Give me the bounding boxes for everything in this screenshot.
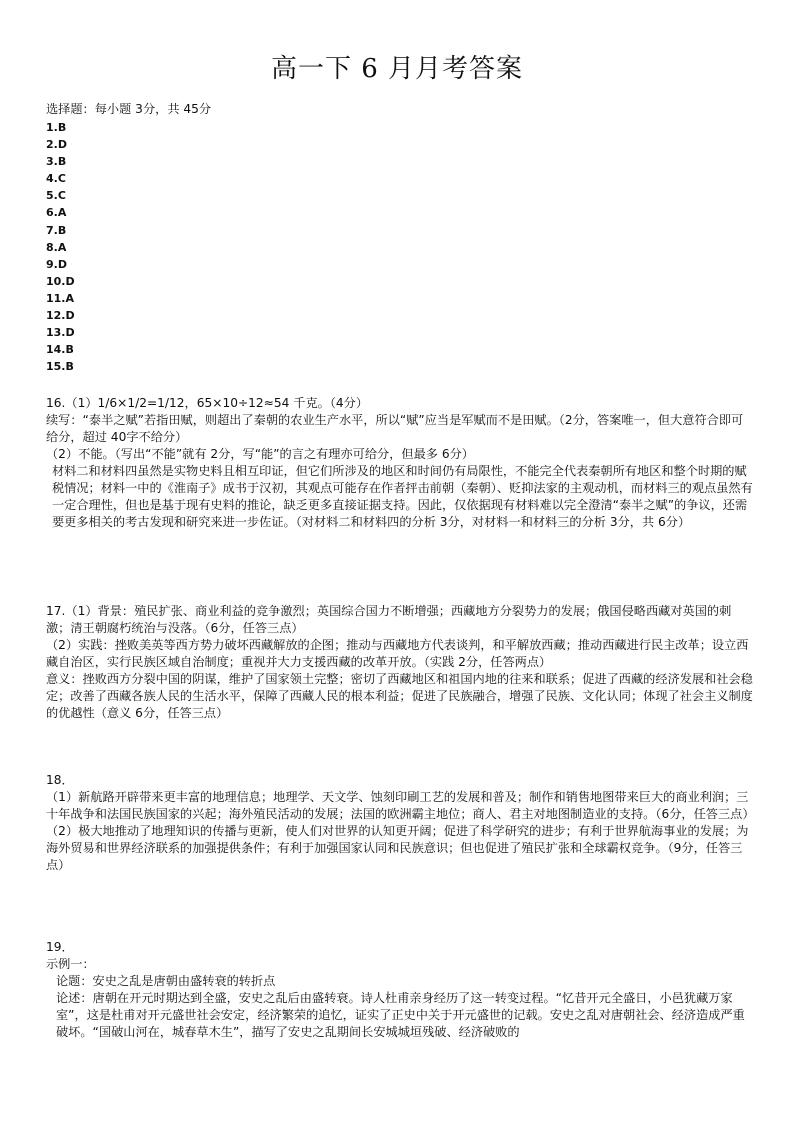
q19-example-label: 示例一： (46, 957, 95, 971)
answer-item: 7.B (46, 223, 67, 237)
q16-part2: （2）不能。（写出“不能”就有 2分，写“能”的言之有理亦可给分，但最多 6分） (46, 447, 474, 461)
answer-item: 10.D (46, 274, 75, 288)
answer-item: 12.D (46, 309, 75, 323)
answer-item: 9.D (46, 257, 67, 271)
q19-thesis: 论题：安史之乱是唐朝由盛转衰的转折点 (56, 974, 276, 988)
q18-heading: 18． (46, 773, 74, 787)
answer-item: 5.C (46, 189, 66, 203)
mcq-header: 选择题：每小题 3分，共 45分 (46, 102, 212, 116)
q16-continuation: 续写：“泰半之赋”若指田赋，则超出了秦朝的农业生产水平，所以“赋”应当是军赋而不是田赋。（2分，答案唯一，但大意符合即可给分，超过 40字不给分） (46, 413, 744, 444)
q16-part1: 16.（1）1/6×1/2=1/12，65×10÷12≈54 千克。（4分） (46, 396, 369, 410)
q18-part2: （2）极大地推动了地理知识的传播与更新，使人们对世界的认知更开阔；促进了科学研究的进步；有利于世界航海事业的发展；为海外贸易和世界经济联系的加强提供条件；有利于加强国家认同和民族意识；但也促进了殖民扩张和全球霸权竞争。（9分，任答三点） (46, 824, 749, 872)
question-19-answer (46, 939, 754, 1041)
answer-item: 4.C (46, 172, 66, 186)
answer-item: 14.B (46, 343, 74, 357)
answer-item: 3.B (46, 155, 67, 169)
answer-item: 13.D (46, 326, 75, 340)
q17-part2-practice: （2）实践：挫败美英等西方势力破坏西藏解放的企图；推动与西藏地方代表谈判，和平解放西藏；推动西藏进行民主改革；设立西藏自治区，实行民族区域自治制度；重视并大力支援西藏的改革开放。（实践 2分，任答两点） (46, 638, 749, 669)
answer-item: 1.B (46, 121, 67, 134)
question-16-answer (46, 395, 754, 531)
q17-part1: 17.（1）背景：殖民扩张、商业利益的竞争激烈；英国综合国力不断增强；西藏地方分裂势力的发展；俄国侵略西藏对英国的刺激；清王朝腐朽统治与没落。（6分，任答三点） (46, 604, 732, 635)
q19-argument: 论述：唐朝在开元时期达到全盛，安史之乱后由盛转衰。诗人杜甫亲身经历了这一转变过程。“忆昔开元全盛日，小邑犹藏万家室”，这是杜甫对开元盛世社会安定，经济繁荣的追忆，证实了正史中关于开元盛世的记载。安史之乱对唐朝社会、经济造成严重破坏。“国破山河在，城春草木生”，描写了安史之乱期间长安城城垣残破、经济破败的 (56, 991, 745, 1039)
q16-analysis: 材料二和材料四虽然是实物史料且相互印证，但它们所涉及的地区和时间仍有局限性，不能完全代表秦朝所有地区和整个时期的赋税情况；材料一中的《淮南子》成书于汉初，其观点可能存在作者抨击前朝（秦朝）、贬抑法家的主观动机，而材料三的观点虽然有一定合理性，但也是基于现有史料的推论，缺乏更多直接证据支持。因此，仅依据现有材料难以完全澄清“泰半之赋”的争议，还需要更多相关的考古发现和研究来进一步佐证。（对材料二和材料四的分析 3分，对材料一和材料三的分析 3分，共 6分） (52, 464, 753, 529)
q17-part2-significance: 意义：挫败西方分裂中国的阴谋，维护了国家领土完整；密切了西藏地区和祖国内地的往来和联系；促进了西藏的经济发展和社会稳定；改善了西藏各族人民的生活水平，保障了西藏人民的根本利益；促进了民族融合，增强了民族、文化认同；体现了社会主义制度的优越性（意义 6分，任答三点） (46, 672, 753, 720)
answer-item: 6.A (46, 206, 67, 220)
q18-part1: （1）新航路开辟带来更丰富的地理信息；地理学、天文学、蚀刻印刷工艺的发展和普及；制作和销售地图带来巨大的商业利润；三十年战争和法国民族国家的兴起；海外殖民活动的发展；法国的欧洲霸主地位；商人、君主对地图制造业的支持。（6分，任答三点） (46, 790, 755, 821)
page-title: 高一下 6 月月考答案 (270, 54, 524, 84)
question-18-answer (46, 772, 754, 874)
answer-item: 2.D (46, 138, 67, 152)
answer-item: 15.B (46, 360, 74, 374)
q19-heading: 19． (46, 940, 74, 954)
question-17-answer (46, 603, 754, 722)
answer-item: 8.A (46, 240, 67, 254)
mcq-answer-list (46, 119, 75, 375)
answer-item: 11.A (46, 291, 74, 305)
